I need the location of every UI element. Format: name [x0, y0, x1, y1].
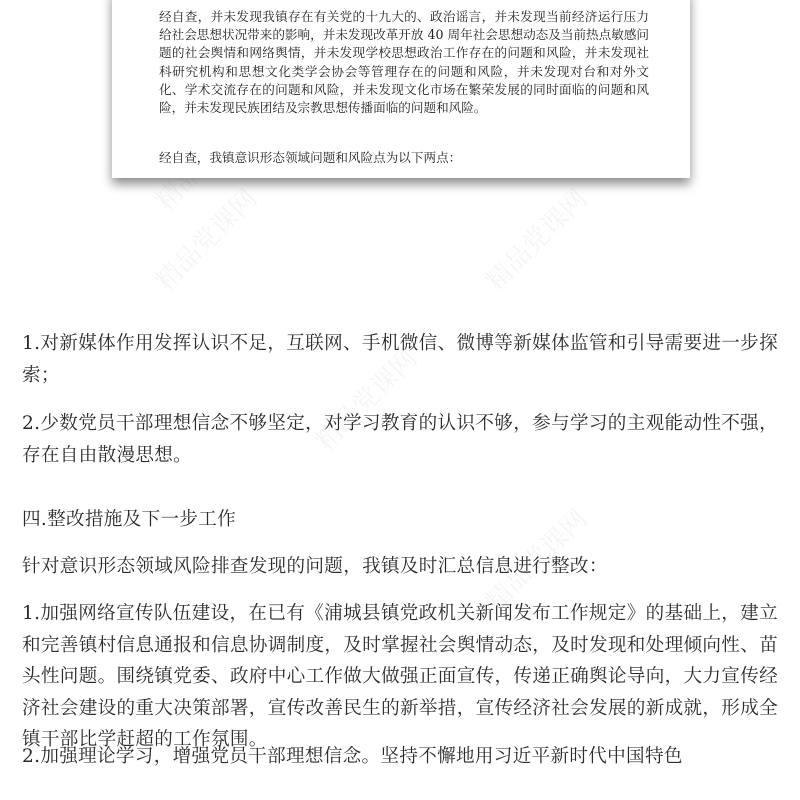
- measure-2: 2.加强理论学习，增强党员干部理想信念。坚持不懈地用习近平新时代中国特色: [22, 746, 683, 767]
- rectification-intro: 针对意识形态领域风险排查发现的问题，我镇及时汇总信息进行整改：: [22, 556, 608, 577]
- risk-item-1: 1.对新媒体作用发挥认识不足，互联网、手机微信、微博等新媒体监管和引导需要进一步探索；: [22, 333, 778, 386]
- risk-points-intro: 经自查，我镇意识形态领域问题和风险点为以下两点：: [159, 150, 462, 165]
- section-heading-4: 四.整改措施及下一步工作: [22, 509, 237, 530]
- risk-item-2: 2.少数党员干部理想信念不够坚定，对学习教育的认识不够，参与学习的主观能动性不强，存在自由散漫思想。: [22, 413, 778, 466]
- self-check-paragraph: 经自查，并未发现我镇存在有关党的十九大的、政治谣言，并未发现当前经济运行压力给社会思想状况带来的影响，并未发现改革开放 40 周年社会思想动态及当前热点敏感问题的社会舆情和网络舆情，并未发现学校思想政治工作存在的问题和风险，并未发现社科研究机构和思想文化类学会协会等管理存在的问题和风险，并未发现对台和对外文化、学术交流存在的问题和风险，并未发现文化市场在繁荣发展的同时面临的问题和风险，并未发现民族团结及宗教思想传播面临的问题和风险。: [159, 9, 650, 116]
- document-page-preview: [112, 0, 690, 178]
- watermark: [476, 179, 594, 297]
- measure-1: 1.加强网络宣传队伍建设，在已有《浦城县镇党政机关新闻发布工作规定》的基础上，建立和完善镇村信息通报和信息协调制度，及时掌握社会舆情动态，及时发现和处理倾向性、苗头性问题。围绕镇党委、政府中心工作做大做强正面宣传，传递正确舆论导向，大力宣传经济社会建设的重大决策部署，宣传改善民生的新举措，宣传经济社会发展的新成就，形成全镇干部比学赶超的工作氛围。: [22, 603, 778, 750]
